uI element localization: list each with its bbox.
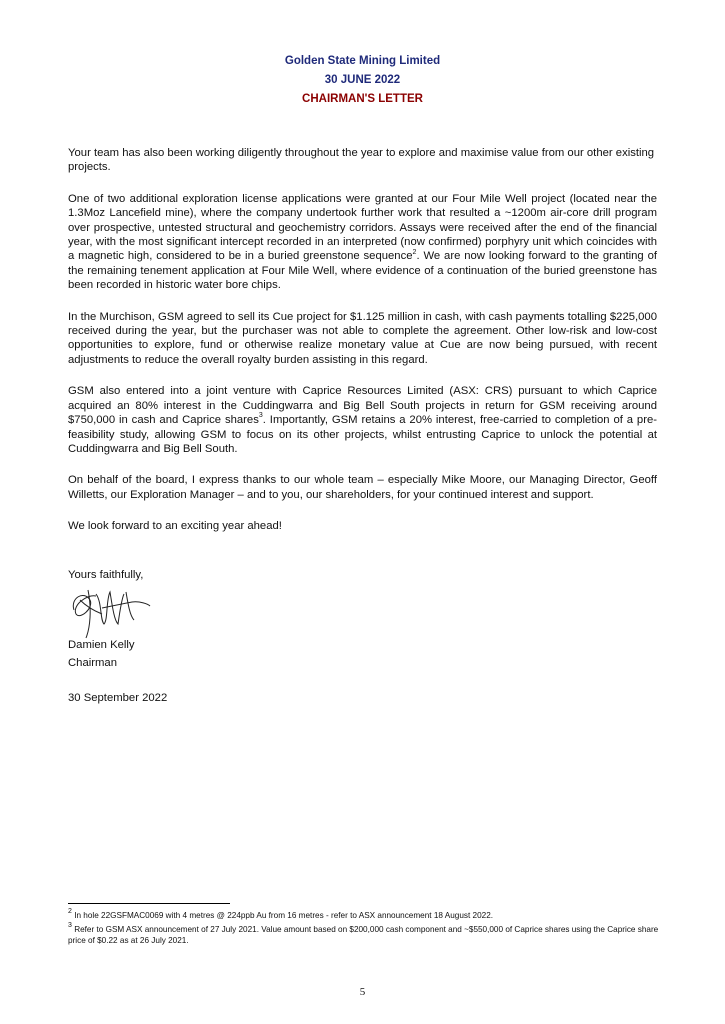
- signature-date: 30 September 2022: [68, 692, 168, 704]
- footnote-2-text: In hole 22GSFMAC0069 with 4 metres @ 224ppb Au from 16 metres - refer to ASX announcement 18 August 2022.: [74, 911, 494, 920]
- company-name: Golden State Mining Limited: [284, 55, 441, 67]
- paragraph-2-text-b: . We are now looking forward to the granting of the remaining tenement application at Four Mile Well, where evidence of a continuation of the buried greenstone has been recorded in historic water bore chips.: [68, 250, 657, 292]
- paragraph-2: [68, 192, 657, 293]
- closing-salutation: Yours faithfully,: [68, 569, 144, 581]
- signature-stroke: [102, 602, 150, 608]
- footnote-3: [68, 924, 660, 946]
- footnote-ref-3: 3: [258, 412, 263, 420]
- paragraph-3: In the Murchison, GSM agreed to sell its Cue project for $1.125 million in cash, with cash payments totalling $225,000 received during the year, but the purchaser was not able to complete the agreement. Other low-risk and low-cost opportunities to explore, fund or otherwise realize monetary value at Cue are now being pursued, with recent adjustments to reduce the overall royalty burden assisting in this regard.: [68, 310, 657, 366]
- paragraph-4: [68, 384, 657, 456]
- signature-stroke: [73, 595, 96, 615]
- letter-title: CHAIRMAN'S LETTER: [302, 93, 423, 105]
- footnote-2-number: 2: [68, 908, 72, 916]
- footnote-2: [68, 910, 660, 921]
- signature-image: [62, 580, 162, 640]
- footnote-ref-2: 2: [412, 248, 417, 256]
- paragraph-5: On behalf of the board, I express thanks to our whole team – especially Mike Moore, our Managing Director, Geoff Willetts, our Exploration Manager – and to you, our shareholders, for your continued interest and support.: [68, 474, 657, 501]
- letter-header: [0, 52, 725, 109]
- signature-stroke: [96, 592, 124, 624]
- paragraph-6: We look forward to an exciting year ahead!: [68, 520, 282, 533]
- signature-stroke: [126, 592, 134, 620]
- letter-body: [68, 146, 657, 551]
- page-number: 5: [359, 986, 366, 998]
- paragraph-2-text-a: One of two additional exploration license applications were granted at our Four Mile Well project (located near the 1.3Moz Lancefield mine), where the company undertook further work that resulted a ~1200m air-core drill program over prospective, untested structural and geochemistry corridors. Assays were received after the end of the financial year, with the most significant intercept recorded in an interpreted (now confirmed) porphyry unit which coincides with a magnetic high, considered to be in a buried greenstone sequence: [68, 192, 657, 263]
- paragraph-4-text-a: GSM also entered into a joint venture with Caprice Resources Limited (ASX: CRS) pursuant to which Caprice acquired an 80% interest in the Cuddingwarra and Big Bell South projects in return for GSM receiving around $750,000 in cash and Caprice shares: [68, 385, 657, 427]
- report-date: 30 JUNE 2022: [324, 74, 401, 86]
- signatory-name: Damien Kelly: [68, 639, 135, 651]
- signatory-role: Chairman: [68, 657, 117, 669]
- footnote-divider: [68, 903, 230, 904]
- footnote-3-number: 3: [68, 922, 72, 930]
- footnotes: [68, 910, 660, 949]
- footnote-3-text: Refer to GSM ASX announcement of 27 July 2021. Value amount based on $200,000 cash component and ~$550,000 of Caprice shares using the Caprice share price of $0.22 as at 26 July 2021.: [68, 925, 659, 945]
- paragraph-4-text-b: . Importantly, GSM retains a 20% interest, free-carried to completion of a pre-feasibility study, allowing GSM to focus on its other projects, whilst entrusting Caprice to unlock the potential at Cuddingwarra and Big Bell South.: [68, 414, 657, 455]
- paragraph-1: Your team has also been working diligently throughout the year to explore and maximise value from our other existing projects.: [68, 147, 655, 174]
